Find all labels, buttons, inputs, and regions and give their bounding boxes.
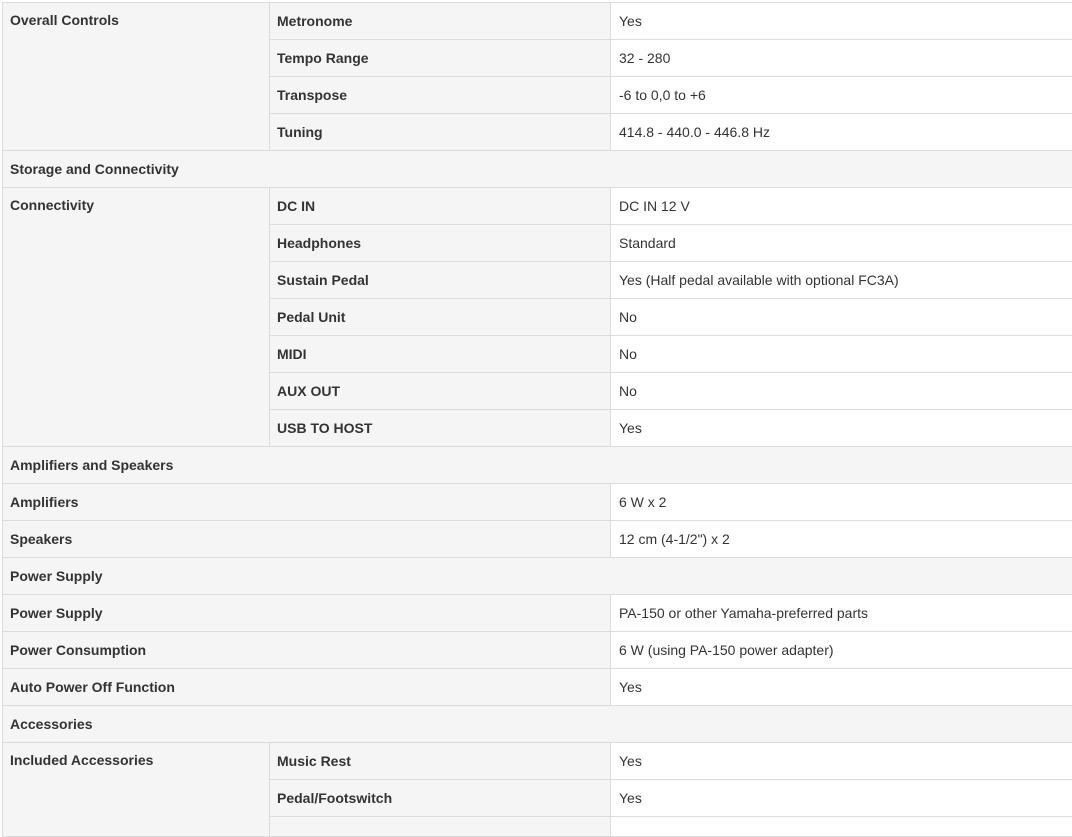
spec-value: Yes [611, 669, 1072, 706]
spec-value: No [611, 373, 1072, 410]
spec-value: 32 - 280 [611, 40, 1072, 77]
spec-value: 6 W x 2 [611, 484, 1072, 521]
category-connectivity: Connectivity [3, 188, 270, 447]
spec-value: No [611, 336, 1072, 373]
spec-value: Yes [611, 743, 1072, 780]
section-row [3, 558, 1072, 595]
spec-value: No [611, 299, 1072, 336]
spec-label: Pedal Unit [270, 299, 611, 336]
section-heading-power: Power Supply [3, 558, 1072, 595]
spec-value: Standard [611, 225, 1072, 262]
section-row [3, 151, 1072, 188]
spec-label: Auto Power Off Function [3, 669, 611, 706]
spec-label: Sustain Pedal [270, 262, 611, 299]
spec-value: Yes [611, 410, 1072, 447]
section-row [3, 447, 1072, 484]
category-overall-controls: Overall Controls [3, 3, 270, 151]
spec-value [611, 817, 1072, 837]
spec-value: 414.8 - 440.0 - 446.8 Hz [611, 114, 1072, 151]
table-row [3, 669, 1072, 706]
spec-label: AUX OUT [270, 373, 611, 410]
spec-value: 6 W (using PA-150 power adapter) [611, 632, 1072, 669]
spec-label: MIDI [270, 336, 611, 373]
spec-label [270, 817, 611, 837]
spec-value: Yes [611, 3, 1072, 40]
section-row [3, 706, 1072, 743]
spec-label: Speakers [3, 521, 611, 558]
spec-table [2, 2, 1072, 837]
spec-value: DC IN 12 V [611, 188, 1072, 225]
spec-label: Tuning [270, 114, 611, 151]
spec-label: Headphones [270, 225, 611, 262]
spec-label: Power Consumption [3, 632, 611, 669]
spec-label: Music Rest [270, 743, 611, 780]
spec-value: PA-150 or other Yamaha-preferred parts [611, 595, 1072, 632]
table-row [3, 632, 1072, 669]
table-row [3, 743, 1072, 780]
spec-value: -6 to 0,0 to +6 [611, 77, 1072, 114]
category-included-accessories: Included Accessories [3, 743, 270, 837]
spec-label: Power Supply [3, 595, 611, 632]
section-heading-storage: Storage and Connectivity [3, 151, 1072, 188]
spec-value: Yes (Half pedal available with optional FC3A) [611, 262, 1072, 299]
spec-label: Amplifiers [3, 484, 611, 521]
spec-label: USB TO HOST [270, 410, 611, 447]
section-heading-amplifiers: Amplifiers and Speakers [3, 447, 1072, 484]
table-row [3, 484, 1072, 521]
table-row [3, 188, 1072, 225]
spec-label: DC IN [270, 188, 611, 225]
table-row [3, 3, 1072, 40]
spec-value: Yes [611, 780, 1072, 817]
spec-value: 12 cm (4-1/2") x 2 [611, 521, 1072, 558]
spec-label: Transpose [270, 77, 611, 114]
spec-label: Metronome [270, 3, 611, 40]
section-heading-accessories: Accessories [3, 706, 1072, 743]
table-row [3, 595, 1072, 632]
table-row [3, 521, 1072, 558]
spec-label: Tempo Range [270, 40, 611, 77]
spec-label: Pedal/Footswitch [270, 780, 611, 817]
